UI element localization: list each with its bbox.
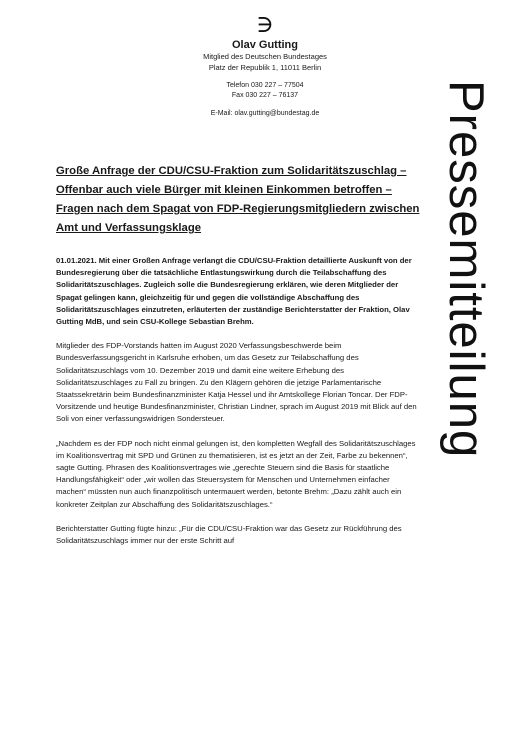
body-paragraph: Berichterstatter Gutting fügte hinzu: „Für die CDU/CSU-Fraktion war das Gesetz zur Rückführung des Solidaritätszuschlags immer nur der erste Schritt auf — [56, 523, 402, 546]
headline: Große Anfrage der CDU/CSU-Fraktion zum Solidaritätszuschlag – Offenbar auch viele Bürger mit kleinen Einkommen betroffen – Fragen nach dem Spagat von FDP-Regierungsmitgliedern zwischen Amt und Verfassungsklage — [56, 165, 420, 234]
body-paragraph: „Nachdem es der FDP noch nicht einmal gelungen ist, den kompletten Wegfall des Solidaritätszuschlages im Koalitionsvertrag mit SPD und Grünen zu thematisieren, ist es jetzt an der Zeit, Farbe zu bekennen“, sagte Gutting. Phrasen des Koalitionsvertrages wie „gerechte Steuern sind die Basis für staatliche Handlungsfähigkeit“ oder „wir wollen das Steuersystem für Menschen und Unternehmen einfacher machen“ müssten nun auch finanzpolitisch untermauert werden, betonte Brehm: „Dazu zählt auch ein konkreter Zeitplan zur Abschaffung des Solidaritätszuschlages.“ — [56, 438, 416, 509]
release-body — [56, 162, 421, 547]
sender-fax: Fax 030 227 – 76137 — [231, 92, 299, 99]
bundestag-logo-icon: ∋ — [256, 10, 274, 38]
sender-address: Platz der Republik 1, 11011 Berlin — [208, 62, 322, 72]
lead-paragraph: 01.01.2021. Mit einer Großen Anfrage verlangt die CDU/CSU-Fraktion detaillierte Auskunft von der Bundesregierung über die tatsächliche Entlastungswirkung durch die Teilabschaffung des Solidaritätszuschlages. Zugleich solle die Bundesregierung erklären, wie deren Mitglieder der Spagat gelingen kann, gleichzeitig für und gegen die vollständige Abschaffung des Solidaritätszuschlages einzutreten, erläuterten der zuständige Berichterstatter der Fraktion, Olav Gutting MdB, und sein CSU-Kollege Sebastian Brehm. — [56, 256, 412, 327]
sender-phone: Telefon 030 227 – 77504 — [226, 82, 304, 89]
sender-name: Olav Gutting — [232, 39, 298, 51]
body-paragraph: Mitglieder des FDP-Vorstands hatten im August 2020 Verfassungsbeschwerde beim Bundesverfassungsgericht in Karlsruhe erhoben, um das Gesetz zur Teilabschaffung des Solidaritätszuschlags vom 10. Dezember 2019 und damit eine weitere Erhebung des Solidaritätszuschlages zu Fall zu bringen. Zu den Klägern gehören die jetzige Parlamentarische Staatssekretärin beim Bundesfinanzminister Katja Hessel und ihr Amtskollege Florian Toncar. Der FDP-Vorsitzende und heutige Bundesfinanzminister, Christian Lindner, sprach im August 2019 mit Blick auf den Soli von einer verfassungswidrigen Sondersteuer. — [56, 341, 417, 424]
sender-email: E-Mail: olav.gutting@bundestag.de — [210, 110, 320, 117]
sender-title: Mitglied des Deutschen Bundestages — [203, 52, 327, 61]
pressemitteilung-side-label: Pressemitteilung — [439, 80, 493, 459]
